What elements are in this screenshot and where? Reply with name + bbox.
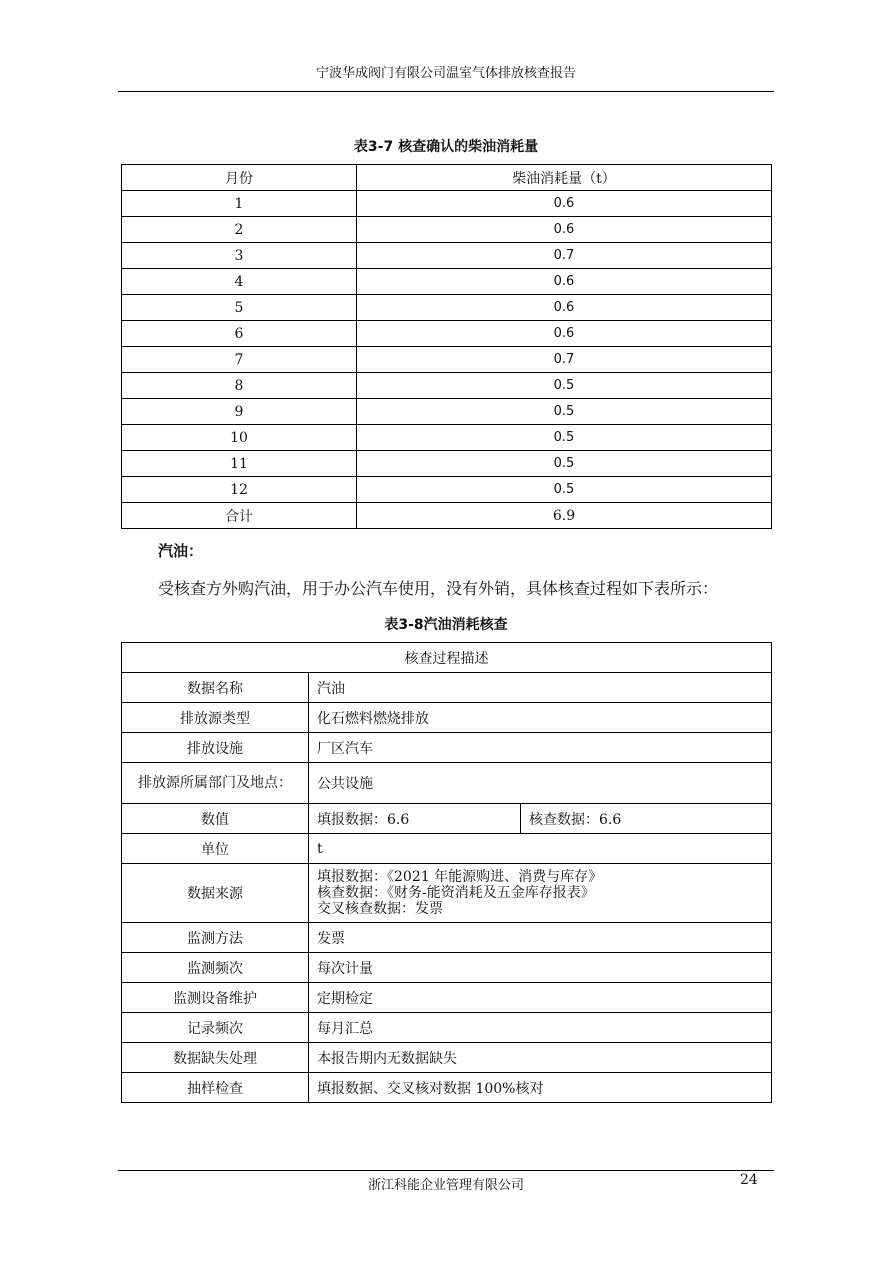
page-number: 24 — [740, 1172, 758, 1188]
table-row — [122, 347, 772, 373]
month-cell: 11 — [122, 451, 357, 477]
row-key: 数据来源 — [122, 864, 309, 923]
page-header: 宁波华成阀门有限公司温室气体排放核查报告 — [315, 66, 576, 81]
row-key: 数值 — [122, 804, 309, 834]
row-value: 填报数据、交叉核对数据 100%核对 — [309, 1073, 772, 1103]
diesel-value-cell: 0.6 — [357, 321, 772, 347]
table-row — [122, 295, 772, 321]
row-value: 本报告期内无数据缺失 — [309, 1043, 772, 1073]
table-3-8-caption: 表3-8汽油消耗核查 — [384, 617, 508, 633]
table-row — [122, 399, 772, 425]
diesel-value-cell: 0.7 — [357, 243, 772, 269]
table-row — [122, 191, 772, 217]
row-value: 发票 — [309, 923, 772, 953]
table-row — [122, 703, 772, 733]
header-rule — [118, 91, 774, 92]
month-cell: 1 — [122, 191, 357, 217]
row-value: 汽油 — [309, 673, 772, 703]
footer-company: 浙江科能企业管理有限公司 — [367, 1178, 524, 1193]
row-key: 监测方法 — [122, 923, 309, 953]
diesel-value-cell: 0.5 — [357, 477, 772, 503]
header-month: 月份 — [122, 165, 357, 191]
month-cell: 3 — [122, 243, 357, 269]
row-key: 数据缺失处理 — [122, 1043, 309, 1073]
data-source-value — [309, 864, 772, 923]
table-row — [122, 451, 772, 477]
total-label: 合计 — [122, 503, 357, 529]
table-row — [122, 1073, 772, 1103]
row-key: 抽样检查 — [122, 1073, 309, 1103]
gasoline-paragraph: 受核查方外购汽油，用于办公汽车使用，没有外销，具体核查过程如下表所示： — [158, 579, 719, 598]
diesel-value-cell: 0.6 — [357, 269, 772, 295]
diesel-value-cell: 0.5 — [357, 399, 772, 425]
row-key: 记录频次 — [122, 1013, 309, 1043]
data-source-line: 核查数据：《财务-能资消耗及五金库存报表》 — [317, 885, 595, 901]
row-value: 厂区汽车 — [309, 733, 772, 763]
row-value: t — [309, 834, 772, 864]
row-value: 定期检定 — [309, 983, 772, 1013]
data-source-line: 填报数据：《2021 年能源购进、消费与库存》 — [317, 869, 603, 885]
row-value: 每月汇总 — [309, 1013, 772, 1043]
diesel-value-cell: 0.7 — [357, 347, 772, 373]
table-row — [122, 733, 772, 763]
month-cell: 2 — [122, 217, 357, 243]
data-source-line: 交叉核查数据：发票 — [317, 901, 443, 917]
month-cell: 6 — [122, 321, 357, 347]
row-key: 排放源所属部门及地点： — [122, 763, 309, 804]
diesel-value-cell: 0.6 — [357, 217, 772, 243]
reported-value: 填报数据：6.6 — [309, 804, 521, 834]
table-row — [122, 477, 772, 503]
diesel-value-cell: 0.5 — [357, 425, 772, 451]
month-cell: 12 — [122, 477, 357, 503]
month-cell: 5 — [122, 295, 357, 321]
table-row — [122, 953, 772, 983]
row-key: 数据名称 — [122, 673, 309, 703]
table-row — [122, 243, 772, 269]
table-title-row — [122, 643, 772, 673]
footer-rule — [118, 1170, 774, 1171]
table-row — [122, 1043, 772, 1073]
table-row — [122, 269, 772, 295]
total-value: 6.9 — [357, 503, 772, 529]
gasoline-label: 汽油： — [158, 542, 204, 560]
table-row — [122, 425, 772, 451]
table-3-7-caption: 表3-7 核查确认的柴油消耗量 — [353, 139, 539, 155]
row-value: 每次计量 — [309, 953, 772, 983]
table-row — [122, 983, 772, 1013]
row-key: 排放设施 — [122, 733, 309, 763]
table-row — [122, 923, 772, 953]
diesel-value-cell: 0.5 — [357, 373, 772, 399]
month-cell: 9 — [122, 399, 357, 425]
row-key: 监测设备维护 — [122, 983, 309, 1013]
table-header-row — [122, 165, 772, 191]
row-key: 监测频次 — [122, 953, 309, 983]
month-cell: 4 — [122, 269, 357, 295]
diesel-value-cell: 0.6 — [357, 295, 772, 321]
header-diesel: 柴油消耗量（t） — [357, 165, 772, 191]
row-value: 化石燃料燃烧排放 — [309, 703, 772, 733]
table-title: 核查过程描述 — [122, 643, 772, 673]
table-row — [122, 1013, 772, 1043]
table-row — [122, 864, 772, 923]
diesel-value-cell: 0.5 — [357, 451, 772, 477]
month-cell: 8 — [122, 373, 357, 399]
table-row — [122, 217, 772, 243]
diesel-consumption-table — [121, 164, 772, 529]
total-row — [122, 503, 772, 529]
diesel-value-cell: 0.6 — [357, 191, 772, 217]
table-row — [122, 834, 772, 864]
table-row — [122, 673, 772, 703]
month-cell: 7 — [122, 347, 357, 373]
table-row — [122, 763, 772, 804]
table-row — [122, 804, 772, 834]
row-key: 单位 — [122, 834, 309, 864]
verified-value: 核查数据：6.6 — [521, 804, 772, 834]
table-row — [122, 321, 772, 347]
month-cell: 10 — [122, 425, 357, 451]
row-value: 公共设施 — [309, 763, 772, 804]
row-key: 排放源类型 — [122, 703, 309, 733]
table-row — [122, 373, 772, 399]
gasoline-verification-table — [121, 642, 772, 1103]
